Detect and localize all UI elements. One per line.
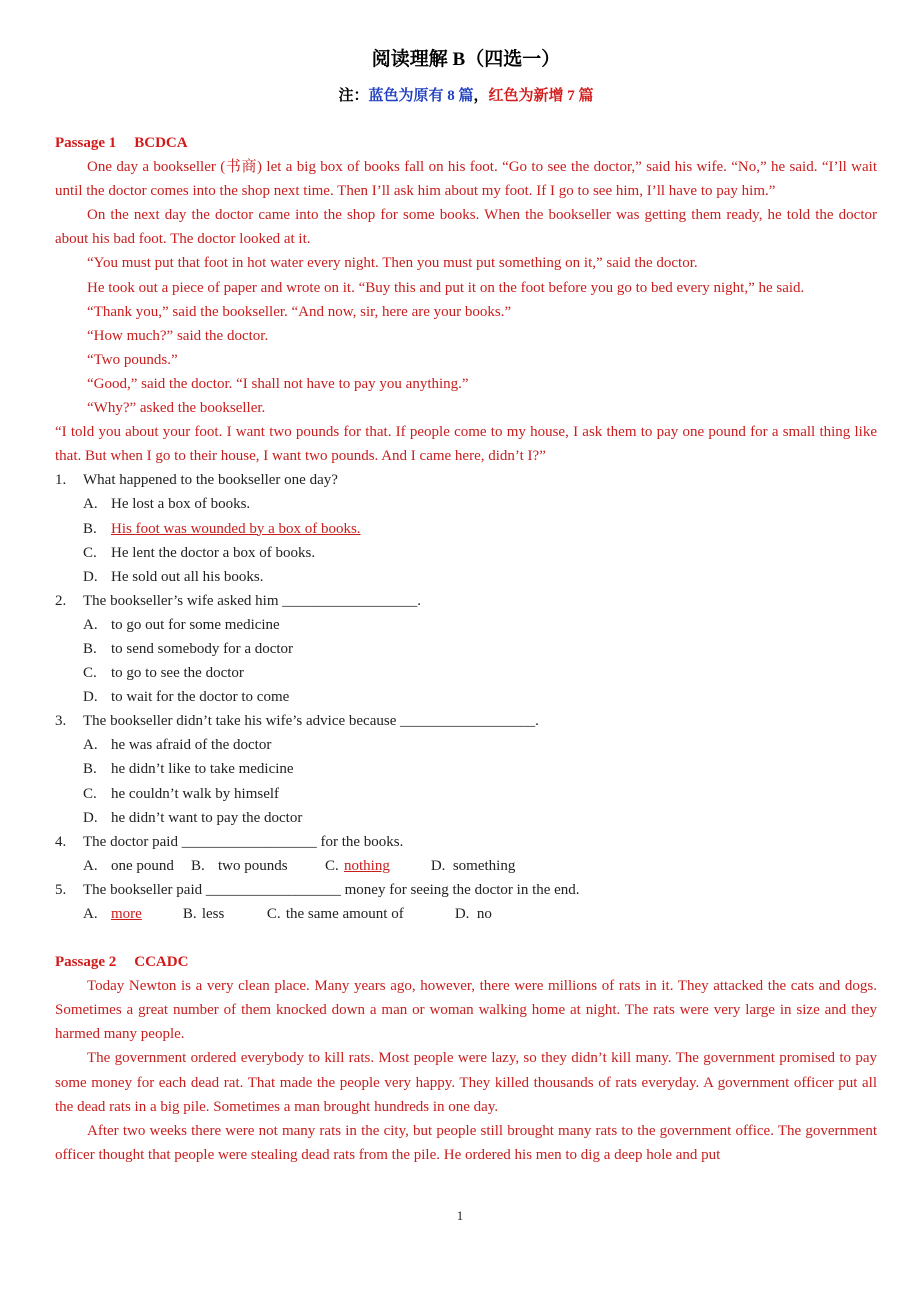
passage-2-heading xyxy=(55,950,877,974)
question xyxy=(55,468,877,492)
option-text: one pound xyxy=(111,857,174,874)
answer-option xyxy=(83,613,877,637)
page-number: 1 xyxy=(456,1208,464,1223)
answer-option xyxy=(83,541,877,565)
note-blue: 蓝色为原有 8 篇 xyxy=(368,88,474,104)
inline-options xyxy=(83,854,877,878)
answer-option xyxy=(83,565,877,589)
passage-1-paragraph: “Two pounds.” xyxy=(87,351,178,368)
option-text: He lost a box of books. xyxy=(111,496,251,513)
question xyxy=(55,709,877,733)
answer-option xyxy=(83,733,877,757)
option-letter: A. xyxy=(83,737,98,754)
note-red: 红色为新增 7 篇 xyxy=(488,88,594,104)
option-text: two pounds xyxy=(218,857,288,874)
option-text: he didn’t want to pay the doctor xyxy=(111,809,303,826)
option-text: to wait for the doctor to come xyxy=(111,689,290,706)
note-sep: ， xyxy=(473,88,489,104)
question-text: The doctor paid __________________ for the books. xyxy=(83,833,404,850)
option-letter: B. xyxy=(83,640,97,657)
question-number: 4. xyxy=(55,833,67,850)
passage-1-answers: BCDCA xyxy=(134,135,188,151)
inline-options xyxy=(83,902,877,926)
question xyxy=(55,830,877,854)
option-text: He sold out all his books. xyxy=(111,568,264,585)
option-text: he couldn’t walk by himself xyxy=(111,785,280,802)
option-text: he was afraid of the doctor xyxy=(111,737,272,754)
passage-1-heading xyxy=(55,131,877,155)
passage-1-label: Passage 1 xyxy=(55,135,117,151)
passage-1-paragraph: On the next day the doctor came into the shop for some books. When the bookseller was getting them ready, he told the doctor about his bad foot. The doctor looked at it. xyxy=(55,207,877,248)
option-letter: B. xyxy=(83,761,97,778)
option-letter: C. xyxy=(266,906,281,922)
option-text: no xyxy=(476,906,492,922)
option-text: His foot was wounded by a box of books. xyxy=(111,520,361,537)
option-letter: C. xyxy=(83,544,97,561)
option-letter: A. xyxy=(83,857,98,874)
answer-option xyxy=(83,782,877,806)
passage-1-paragraph: One day a bookseller (书商) let a big box of books fall on his foot. “Go to see the doctor,” said his wife. “No,” he said. “I’ll wait until the doctor comes into the shop next time. Then I’ll ask him about my foot. If I go to see him, I’ll have to pay him.” xyxy=(55,159,877,200)
option-text: less xyxy=(201,906,225,922)
option-letter: D. xyxy=(83,568,98,585)
option-letter: C. xyxy=(325,857,339,874)
option-letter: B. xyxy=(191,857,205,874)
passage-1-paragraph: “How much?” said the doctor. xyxy=(87,327,269,344)
passage-1-paragraph: “I told you about your foot. I want two pounds for that. If people come to my house, I ask them to pay one pound for a small thing like that. But when I go to their house, I want two pounds. And I came here, didn’t I?” xyxy=(55,424,877,465)
option-text: to go to see the doctor xyxy=(111,665,244,682)
option-text: the same amount of xyxy=(285,906,404,922)
option-text: to send somebody for a doctor xyxy=(111,640,294,657)
question-number: 3. xyxy=(55,713,67,730)
answer-option xyxy=(83,806,877,830)
option-letter: D. xyxy=(430,857,446,874)
page-note xyxy=(55,84,877,105)
answer-option xyxy=(83,685,877,709)
question-number: 5. xyxy=(55,881,67,898)
option-letter: D. xyxy=(83,689,98,706)
option-letter: A. xyxy=(83,906,98,922)
question-text: The bookseller didn’t take his wife’s advice because __________________. xyxy=(83,713,539,730)
option-text: to go out for some medicine xyxy=(111,616,280,633)
option-letter: C. xyxy=(83,665,97,682)
option-letter: D. xyxy=(83,809,98,826)
answer-option-correct xyxy=(83,517,877,541)
option-letter: B. xyxy=(182,906,197,922)
option-text: he didn’t like to take medicine xyxy=(111,761,294,778)
option-text-correct: more xyxy=(111,906,142,922)
note-prefix: 注： xyxy=(338,88,369,104)
question-number: 2. xyxy=(55,592,67,609)
question xyxy=(55,589,877,613)
option-letter: C. xyxy=(83,785,97,802)
content xyxy=(55,131,877,1167)
option-letter: A. xyxy=(83,496,98,513)
question-text: What happened to the bookseller one day? xyxy=(83,472,338,489)
answer-option xyxy=(83,661,877,685)
answer-option xyxy=(83,637,877,661)
passage-1-paragraph: “Thank you,” said the bookseller. “And now, sir, here are your books.” xyxy=(87,303,512,320)
option-text-correct: nothing xyxy=(344,857,390,874)
question xyxy=(55,878,877,902)
question-text: The bookseller’s wife asked him __________________. xyxy=(83,592,422,609)
passage-2-paragraph: Today Newton is a very clean place. Many years ago, however, there were millions of rats in it. They attacked the cats and dogs. Sometimes a great number of them knocked down a man or woman walking home at night. The rats were very large in size and they harmed many people. xyxy=(55,978,877,1043)
page-title: 阅读理解 B（四选一） xyxy=(371,49,561,70)
question-text: The bookseller paid __________________ money for seeing the doctor in the end. xyxy=(83,881,580,898)
answer-option xyxy=(83,757,877,781)
passage-2-paragraph: After two weeks there were not many rats in the city, but people still brought many rats to the government office. The government officer thought that people were stealing dead rats from the pile. He ordered his men to dig a deep hole and put xyxy=(55,1122,877,1163)
passage-1-paragraph: “Why?” asked the bookseller. xyxy=(87,400,266,417)
option-text: something xyxy=(452,857,516,874)
passage-1-paragraph: “You must put that foot in hot water every night. Then you must put something on it,” said the doctor. xyxy=(87,255,698,272)
question-number: 1. xyxy=(55,472,67,489)
passage-2-answers: CCADC xyxy=(134,954,189,971)
option-letter: D. xyxy=(454,906,470,922)
passage-1-paragraph: He took out a piece of paper and wrote on it. “Buy this and put it on the foot before you go to bed every night,” he said. xyxy=(87,279,805,296)
passage-2-label: Passage 2 xyxy=(55,954,117,971)
option-text: He lent the doctor a box of books. xyxy=(111,544,316,561)
option-letter: B. xyxy=(83,520,97,537)
option-letter: A. xyxy=(83,616,98,633)
passage-1-paragraph: “Good,” said the doctor. “I shall not have to pay you anything.” xyxy=(87,375,469,392)
answer-option xyxy=(83,492,877,516)
passage-2-paragraph: The government ordered everybody to kill rats. Most people were lazy, so they didn’t kill many. The government promised to pay some money for each dead rat. That made the people very happy. They killed thousands of rats everyday. A government officer put all the dead rats in a big pile. Sometimes a man brought hundreds in one day. xyxy=(55,1050,877,1115)
